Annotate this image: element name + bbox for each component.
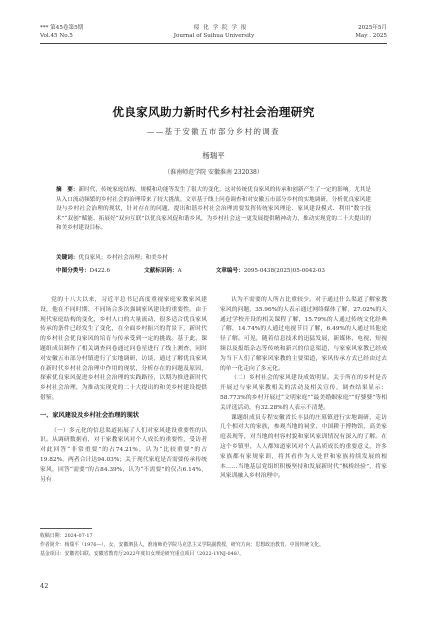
doc-value: A bbox=[177, 268, 182, 274]
intro-paragraph: 党的十八大以来，习近平总书记高度重视家庭家教家风建设，他在不同时期、不同场合多次强调家风建设的重要性。由于现代家庭结构的变化，乡村人口的大量流动，很多适合优良家风传承的条件已经发生了变化，在全面乡村振兴的背景下，新时代的乡村社会优良家风的培育与传承受到一定的挑战。基于此，课题组成员制作了相关调查问卷通过问卷星进行了线上测查，同时对安徽五市部分村镇进行了实地调研，访谈，通过了解优良家风在新时代乡村社会治理中作用的现状，分析存在的问题及原因，探索优良家风促进乡村社会治理的实践路径，以期为推进新时代乡村社会治理，为推动实现党的二十大提出的和美乡村建设提供借鉴。 bbox=[40, 297, 207, 401]
running-head-top-row bbox=[40, 24, 387, 32]
author-affiliation: （淮南师范学院 安徽淮南 232038） bbox=[164, 169, 263, 176]
body-column-left bbox=[40, 296, 207, 485]
header-rule bbox=[40, 43, 387, 44]
author-bio: 作者简介：杨瑞平（1976—），女，安徽泗县人，淮南师范学院马克思主义学院副教授，研究方向：思想政治教育、中国传统文化。 bbox=[40, 542, 324, 549]
author-name: 杨瑞平 bbox=[202, 151, 225, 160]
article-label: 文章编号： bbox=[215, 268, 244, 274]
fund-project: 基金项目：安徽省妇联、安徽省教育厅2022年度妇女理论研究重点项目（2022-1YNJ-048）。 bbox=[40, 551, 245, 558]
doc-label: 文献标识码： bbox=[144, 268, 178, 274]
keywords-label: 关键词： bbox=[56, 255, 79, 261]
abstract-text: 新时代，传统家庭结构、规模和功能等发生了很大的变化，这对传统优良家风的传承和创新产生了一定的影响。尤其是从入口流动频繁的乡村社会的治理带来了较大挑战。文章基于线上问卷调查和对安徽五市部分乡村的实地调研，分析优良家风建设与乡村社会治理的现状，针对存在的问题，提出和谐乡村社会治理需要发挥传统家风理论、家风建设模式、利用“数字技术”“双创”赋能、拓展好“双向互联”以优良家风促和谐乡风，为乡村社会这一更发展提供精神动力，推动实现党的二十大提出的和美乡村建设目标。 bbox=[56, 187, 371, 232]
clc-label: 中图分类号： bbox=[56, 268, 90, 274]
section-heading-one: 一、家风建设及乡村社会治理的现状 bbox=[40, 411, 139, 419]
received-date: 收稿日期：2024-07-17 bbox=[40, 533, 93, 539]
running-head-bottom-row bbox=[40, 32, 387, 40]
body-column-right bbox=[220, 296, 387, 482]
journal-name-cn: 绥 化 学 院 学 报 bbox=[193, 25, 248, 31]
right-paragraph-one: 认为不需要的人所占比重较少。对于通过什么渠道了解家教家风的问题，35.96%的人表示通过网络媒体了解，27.02%的人通过学校开设的相关课程了解，15.79%的人通过传统文化经典了解，14.74%的人通过电视节目了解，6.49%的人通过其他途径了解。可见，随着信息技术的迅猛发展，新媒体、电视、短视频以及报纸杂志等传统和新兴的信息渠道，与家家风家教已经成为当下人们了解家风家教的主要渠道，家风传承方式已经由过去的单一化走向了多元化。 bbox=[220, 297, 387, 372]
issue-date-cn: 2025年5月 bbox=[358, 25, 387, 31]
clc-number bbox=[56, 266, 110, 274]
abstract bbox=[56, 186, 371, 234]
journal-volume-cn: *** 第45卷第5期 bbox=[40, 25, 84, 31]
article-number bbox=[216, 266, 325, 274]
abstract-label: 摘 要： bbox=[56, 187, 79, 193]
article-title: 优良家风助力新时代乡村社会治理研究 bbox=[112, 105, 315, 119]
subsection-two-paragraph: （二）乡村社会的家风建设成效明显。关于所在的乡村是否开展过与家风家教相关的活动及相关宣传，调查结果显示：58.773%的乡村开展过“文明家庭”“最美婚姻家庭”“好婆婆”等相关评选活动，有32.28%的人表示不清楚。 bbox=[220, 375, 387, 411]
classification-line bbox=[56, 266, 386, 274]
subsection-one-paragraph: （一）多元化的信息渠道拓展了人们对家风建设重要性的认识。从调研数据看，对于家教家风对个人成长的重要性，受访者对此回答“非常重要”的占74.21%，认为“比较重要”的占19.82%，两者合计达94.03%；关于现代家庭是否需要传承传统家风，回答“需要”的占84.39%，认为“不需要”的仅占6.14%，另有 bbox=[40, 427, 207, 483]
keywords-text: 优良家风；乡村社会治理；和美乡村 bbox=[78, 255, 168, 261]
running-head bbox=[40, 24, 387, 44]
page-number: 42 bbox=[40, 582, 49, 590]
clc-value: D422.6 bbox=[89, 268, 111, 274]
journal-name-en: Journal of Suihua University bbox=[173, 33, 255, 39]
footnotes bbox=[40, 532, 390, 560]
article-subtitle: ——基于安徽五市部分乡村的调查 bbox=[146, 127, 281, 136]
footnote-rule bbox=[40, 528, 92, 529]
journal-volume-en: Vol.45 No.5 bbox=[40, 33, 73, 39]
issue-date-en: May . 2025 bbox=[355, 33, 387, 39]
keywords bbox=[56, 254, 371, 263]
right-paragraph-three: 课题组成员专程安徽省长丰县的庄墓镇进行实地调研，走访几个相对大的家族，参观当地的祠堂、中国耕于博物馆，高美家庭表现等，对当地的村容村貌和家风家训情况有深入的了解。在这个乡镇里，人人都知道家风对个人品质成长的重要意义，许多家族都有家规家训，将其看作为人处世和家族持续发展的根本……当地基层党组织积极坚持和发展新时代“枫桥经验”，将家风家训融入乡村治理中。 bbox=[220, 414, 387, 480]
article-value: 2095-0438(2025)05-0042-03 bbox=[243, 268, 325, 274]
document-code bbox=[144, 266, 182, 274]
